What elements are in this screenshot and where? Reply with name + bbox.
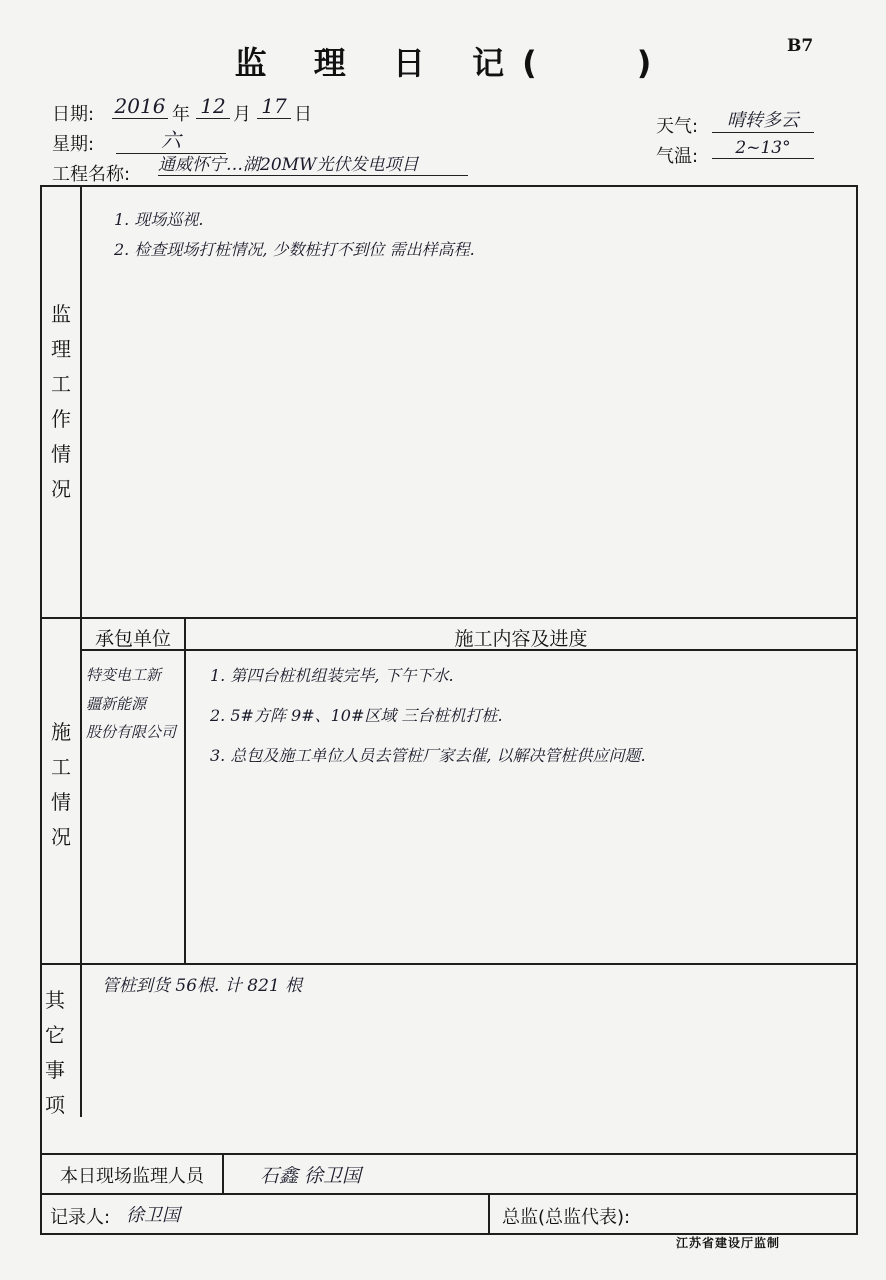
title-text: 监 理 日 记 — [234, 44, 523, 82]
signoff-divider — [488, 1193, 490, 1233]
date-month: 12 — [196, 94, 230, 119]
chief-supervisor-label: 总监(总监代表): — [502, 1207, 631, 1228]
staff-label: 本日现场监理人员 — [60, 1166, 204, 1187]
other-label: 其 它 事 项 — [45, 988, 65, 1117]
recorder-name: 徐卫国 — [126, 1205, 180, 1226]
contractor-name: 特变电工新 疆新能源 股份有限公司 — [86, 666, 177, 741]
weather-label: 天气: — [656, 116, 699, 137]
construction-label: 施 工 情 况 — [51, 720, 71, 849]
footer-issuer: 江苏省建设厅监制 — [676, 1236, 781, 1250]
date-day: 17 — [257, 94, 291, 119]
construction-bottom-line — [42, 963, 856, 965]
supervision-note-2: 2. 检查现场打桩情况, 少数桩打不到位 需出样高程. — [114, 240, 475, 259]
form-code: B7 — [787, 36, 814, 56]
supervision-bottom-line — [42, 617, 856, 619]
title-paren-open: ( — [522, 44, 537, 82]
construction-note-1: 1. 第四台桩机组装完毕, 下午下水. — [210, 666, 454, 685]
weekday-value: 六 — [116, 124, 226, 154]
date-year: 2016 — [112, 94, 168, 119]
label-column-divider — [80, 187, 82, 1117]
weekday-label: 星期: — [52, 134, 95, 155]
project-label: 工程名称: — [52, 164, 131, 185]
staff-bottom-line — [42, 1193, 856, 1195]
staff-divider — [222, 1153, 224, 1193]
temperature-value: 2~13° — [712, 138, 814, 159]
day-unit: 日 — [294, 104, 312, 125]
content-header: 施工内容及进度 — [454, 628, 588, 650]
temperature-label: 气温: — [656, 146, 699, 167]
recorder-label: 记录人: — [50, 1207, 111, 1228]
month-unit: 月 — [233, 104, 251, 125]
other-note: 管桩到货 56根. 计 821 根 — [102, 976, 303, 996]
construction-note-2: 2. 5#方阵 9#、10#区域 三台桩机打桩. — [210, 706, 503, 725]
other-bottom-line — [42, 1153, 856, 1155]
year-unit: 年 — [172, 104, 190, 125]
construction-note-3: 3. 总包及施工单位人员去管桩厂家去催, 以解决管桩供应问题. — [210, 746, 646, 765]
title-paren-close: ) — [636, 44, 652, 82]
date-label: 日期: — [52, 104, 95, 125]
page-title — [0, 38, 886, 84]
diary-form — [40, 185, 858, 1235]
contractor-header: 承包单位 — [94, 628, 171, 650]
contractor-column-divider — [184, 617, 186, 963]
supervision-label: 监 理 工 作 情 况 — [51, 302, 71, 501]
weather-value: 晴转多云 — [712, 106, 814, 133]
project-name: 通威怀宁…湖20MW光伏发电项目 — [158, 150, 468, 176]
staff-names: 石鑫 徐卫国 — [260, 1165, 362, 1187]
supervision-note-1: 1. 现场巡视. — [114, 210, 204, 229]
